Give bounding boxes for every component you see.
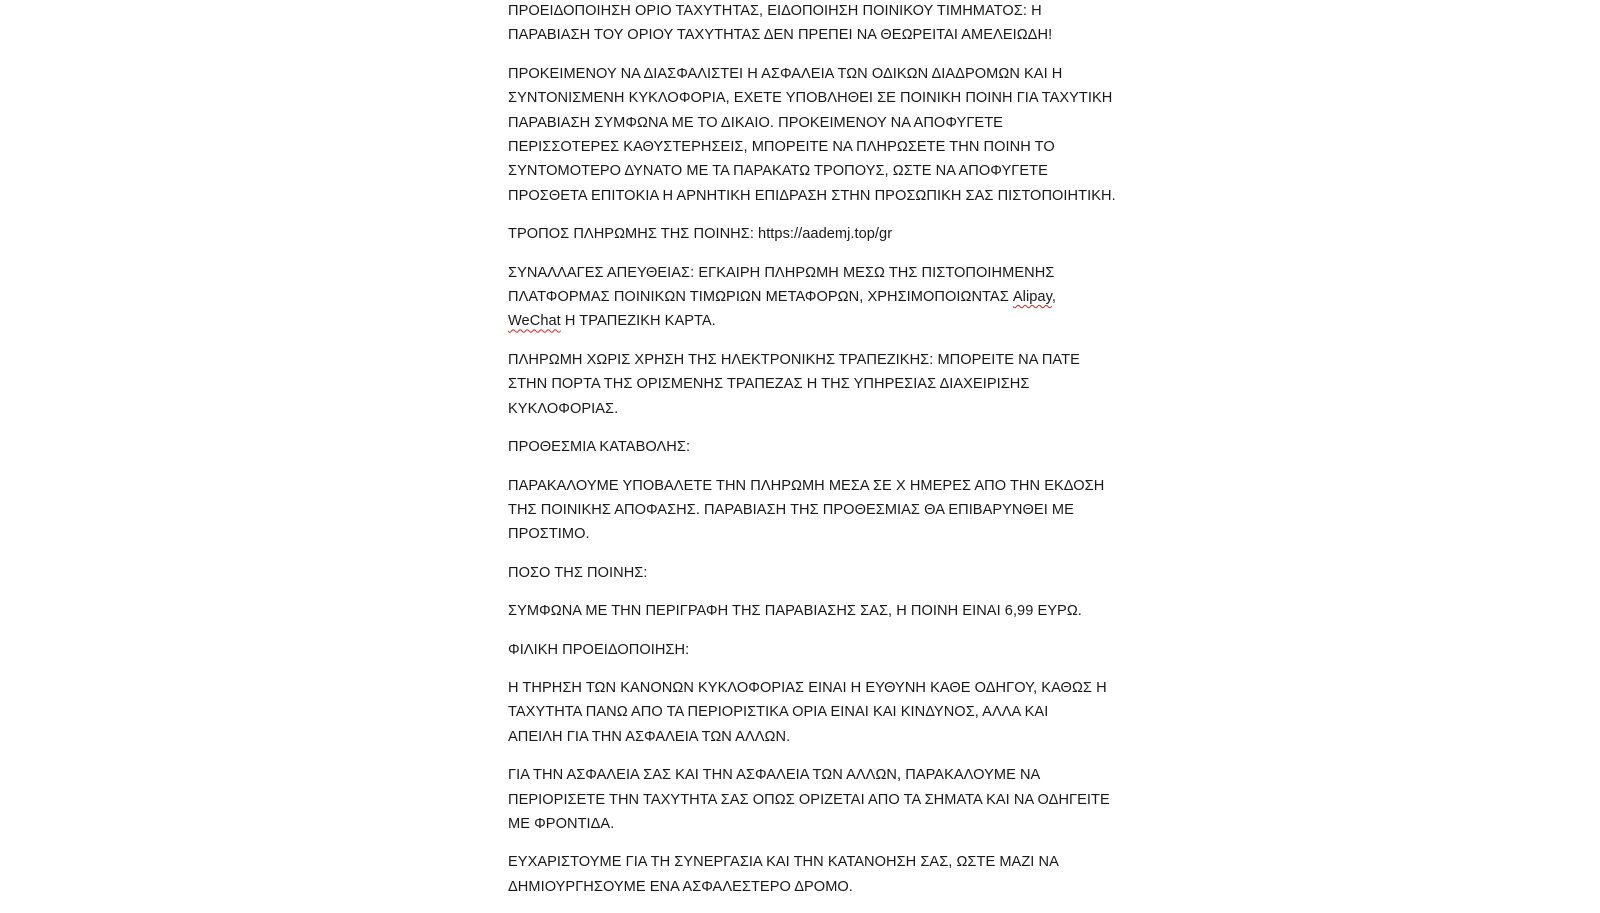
text-line: ΠΡΟΣΘΕΤΑ ΕΠΙΤΟΚΙΑ Η ΑΡΝΗΤΙΚΗ ΕΠΙΔΡΑΣΗ ΣΤΗΝ ΠΡΟΣΩΠΙΚΗ ΣΑΣ ΠΙΣΤΟΠΟΙΗΤΙΚΗ. — [508, 187, 1116, 204]
spellcheck-flagged-word: WeChat — [508, 313, 561, 330]
text-line: ΣΥΝΤΟΝΙΣΜΕΝΗ ΚΥΚΛΟΦΟΡΙΑ, ΕΧΕΤΕ ΥΠΟΒΛΗΘΕΙ ΣΕ ΠΟΙΝΙΚΗ ΠΟΙΝΗ ΓΙΑ ΤΑΧΥΤΙΚΗ — [508, 90, 1113, 107]
text-segment: , — [1051, 289, 1056, 306]
paragraph-intro — [508, 62, 1116, 208]
text-line: ΣΥΝΤΟΜΟΤΕΡΟ ΔΥΝΑΤΟ ΜΕ ΤΑ ΠΑΡΑΚΑΤΩ ΤΡΟΠΟΥΣ, ΩΣΤΕ ΝΑ ΑΠΟΦΥΓΕΤΕ — [508, 163, 1048, 180]
text-line: ΦΙΛΙΚΗ ΠΡΟΕΙΔΟΠΟΙΗΣΗ: — [508, 641, 690, 658]
text-line: ΔΗΜΙΟΥΡΓΗΣΟΥΜΕ ΕΝΑ ΑΣΦΑΛΕΣΤΕΡΟ ΔΡΟΜΟ. — [508, 878, 853, 895]
paragraph-direct-transactions — [508, 261, 1108, 334]
text-line — [508, 285, 1108, 309]
text-line: ΠΡΟΕΙΔΟΠΟΙΗΣΗ ΟΡΙΟ ΤΑΧΥΤΗΤΑΣ, ΕΙΔΟΠΟΙΗΣΗ ΠΟΙΝΙΚΟΥ ΤΙΜΗΜΑΤΟΣ: Η — [508, 3, 1042, 19]
text-line: ΠΑΡΑΒΙΑΣΗ ΣΥΜΦΩΝΑ ΜΕ ΤΟ ΔΙΚΑΙΟ. ΠΡΟΚΕΙΜΕΝΟΥ ΝΑ ΑΠΟΦΥΓΕΤΕ — [508, 114, 1003, 131]
text-line: ΠΟΣΟ ΤΗΣ ΠΟΙΝΗΣ: — [508, 564, 648, 581]
spellcheck-flagged-word: Alipay — [1012, 289, 1052, 306]
text-line: ΠΡΟΣΤΙΜΟ. — [508, 526, 590, 543]
text-line: ΚΥΚΛΟΦΟΡΙΑΣ. — [508, 400, 619, 417]
text-line: ΤΡΟΠΟΣ ΠΛΗΡΩΜΗΣ ΤΗΣ ΠΟΙΝΗΣ: https://aademj.top/gr — [508, 226, 893, 243]
paragraph-safety — [508, 763, 1108, 836]
paragraph-amount-heading — [508, 561, 1108, 585]
paragraph-friendly-warning-heading — [508, 638, 1108, 662]
text-line: ΓΙΑ ΤΗΝ ΑΣΦΑΛΕΙΑ ΣΑΣ ΚΑΙ ΤΗΝ ΑΣΦΑΛΕΙΑ ΤΩΝ ΑΛΛΩΝ, ΠΑΡΑΚΑΛΟΥΜΕ ΝΑ — [508, 767, 1041, 784]
text-line: ΠΕΡΙΣΣΟΤΕΡΕΣ ΚΑΘΥΣΤΕΡΗΣΕΙΣ, ΜΠΟΡΕΙΤΕ ΝΑ ΠΛΗΡΩΣΕΤΕ ΤΗΝ ΠΟΙΝΗ ΤΟ — [508, 139, 1055, 156]
text-line: ΜΕ ΦΡΟΝΤΙΔΑ. — [508, 815, 615, 832]
text-line: ΠΑΡΑΚΑΛΟΥΜΕ ΥΠΟΒΑΛΕΤΕ ΤΗΝ ΠΛΗΡΩΜΗ ΜΕΣΑ ΣΕ Χ ΗΜΕΡΕΣ ΑΠΟ ΤΗΝ ΕΚΔΟΣΗ — [508, 477, 1105, 494]
text-line: ΕΥΧΑΡΙΣΤΟΥΜΕ ΓΙΑ ΤΗ ΣΥΝΕΡΓΑΣΙΑ ΚΑΙ ΤΗΝ ΚΑΤΑΝΟΗΣΗ ΣΑΣ, ΩΣΤΕ ΜΑΖΙ ΝΑ — [508, 854, 1059, 871]
text-line: ΠΕΡΙΟΡΙΣΕΤΕ ΤΗΝ ΤΑΧΥΤΗΤΑ ΣΑΣ ΟΠΩΣ ΟΡΙΖΕΤΑΙ ΑΠΟ ΤΑ ΣΗΜΑΤΑ ΚΑΙ ΝΑ ΟΔΗΓΕΙΤΕ — [508, 791, 1110, 808]
text-segment: ΠΛΑΤΦΟΡΜΑΣ ΠΟΙΝΙΚΩΝ ΤΙΜΩΡΙΩΝ ΜΕΤΑΦΟΡΩΝ, ΧΡΗΣΙΜΟΠΟΙΩΝΤΑΣ — [508, 289, 1013, 306]
text-line: ΠΛΗΡΩΜΗ ΧΩΡΙΣ ΧΡΗΣΗ ΤΗΣ ΗΛΕΚΤΡΟΝΙΚΗΣ ΤΡΑΠΕΖΙΚΗΣ: ΜΠΟΡΕΙΤΕ ΝΑ ΠΑΤΕ — [508, 351, 1080, 368]
text-line — [508, 309, 1108, 333]
text-line: ΠΡΟΘΕΣΜΙΑ ΚΑΤΑΒΟΛΗΣ: — [508, 439, 691, 456]
text-line: ΠΡΟΚΕΙΜΕΝΟΥ ΝΑ ΔΙΑΣΦΑΛΙΣΤΕΙ Η ΑΣΦΑΛΕΙΑ ΤΩΝ ΟΔΙΚΩΝ ΔΙΑΔΡΟΜΩΝ ΚΑΙ Η — [508, 65, 1063, 82]
paragraph-deadline-heading — [508, 435, 1108, 459]
text-line: ΣΤΗΝ ΠΟΡΤΑ ΤΗΣ ΟΡΙΣΜΕΝΗΣ ΤΡΑΠΕΖΑΣ Η ΤΗΣ ΥΠΗΡΕΣΙΑΣ ΔΙΑΧΕΙΡΙΣΗΣ — [508, 376, 1030, 393]
paragraph-offline-payment — [508, 348, 1108, 421]
text-line: ΤΗΣ ΠΟΙΝΙΚΗΣ ΑΠΟΦΑΣΗΣ. ΠΑΡΑΒΙΑΣΗ ΤΗΣ ΠΡΟΘΕΣΜΙΑΣ ΘΑ ΕΠΙΒΑΡΥΝΘΕΙ ΜΕ — [508, 501, 1074, 518]
paragraph-heading-warning — [508, 0, 1108, 48]
text-line: Η ΤΗΡΗΣΗ ΤΩΝ ΚΑΝΟΝΩΝ ΚΥΚΛΟΦΟΡΙΑΣ ΕΙΝΑΙ Η ΕΥΘΥΝΗ ΚΑΘΕ ΟΔΗΓΟΥ, ΚΑΘΩΣ Η — [508, 679, 1107, 696]
paragraph-thanks — [508, 850, 1108, 899]
text-line: ΤΑΧΥΤΗΤΑ ΠΑΝΩ ΑΠΟ ΤΑ ΠΕΡΙΟΡΙΣΤΙΚΑ ΟΡΙΑ ΕΙΝΑΙ ΚΑΙ ΚΙΝΔΥΝΟΣ, ΑΛΛΑ ΚΑΙ — [508, 704, 1049, 721]
text-line: ΣΥΝΑΛΛΑΓΕΣ ΑΠΕΥΘΕΙΑΣ: ΕΓΚΑΙΡΗ ΠΛΗΡΩΜΗ ΜΕΣΩ ΤΗΣ ΠΙΣΤΟΠΟΙΗΜΕΝΗΣ — [508, 264, 1055, 281]
text-line: ΠΑΡΑΒΙΑΣΗ ΤΟΥ ΟΡΙΟΥ ΤΑΧΥΤΗΤΑΣ ΔΕΝ ΠΡΕΠΕΙ ΝΑ ΘΕΩΡΕΙΤΑΙ ΑΜΕΛΕΙΩΔΗ! — [508, 27, 1053, 44]
document-body — [508, 0, 1116, 913]
text-line: ΑΠΕΙΛΗ ΓΙΑ ΤΗΝ ΑΣΦΑΛΕΙΑ ΤΩΝ ΑΛΛΩΝ. — [508, 728, 791, 745]
paragraph-deadline — [508, 474, 1108, 547]
paragraph-traffic-rules — [508, 676, 1108, 749]
paragraph-amount — [508, 599, 1108, 623]
text-segment: Η ΤΡΑΠΕΖΙΚΗ ΚΑΡΤΑ. — [560, 313, 716, 330]
text-line: ΣΥΜΦΩΝΑ ΜΕ ΤΗΝ ΠΕΡΙΓΡΑΦΗ ΤΗΣ ΠΑΡΑΒΙΑΣΗΣ ΣΑΣ, Η ΠΟΙΝΗ ΕΙΝΑΙ 6,99 ΕΥΡΩ. — [508, 603, 1082, 620]
paragraph-payment-method — [508, 222, 1108, 246]
